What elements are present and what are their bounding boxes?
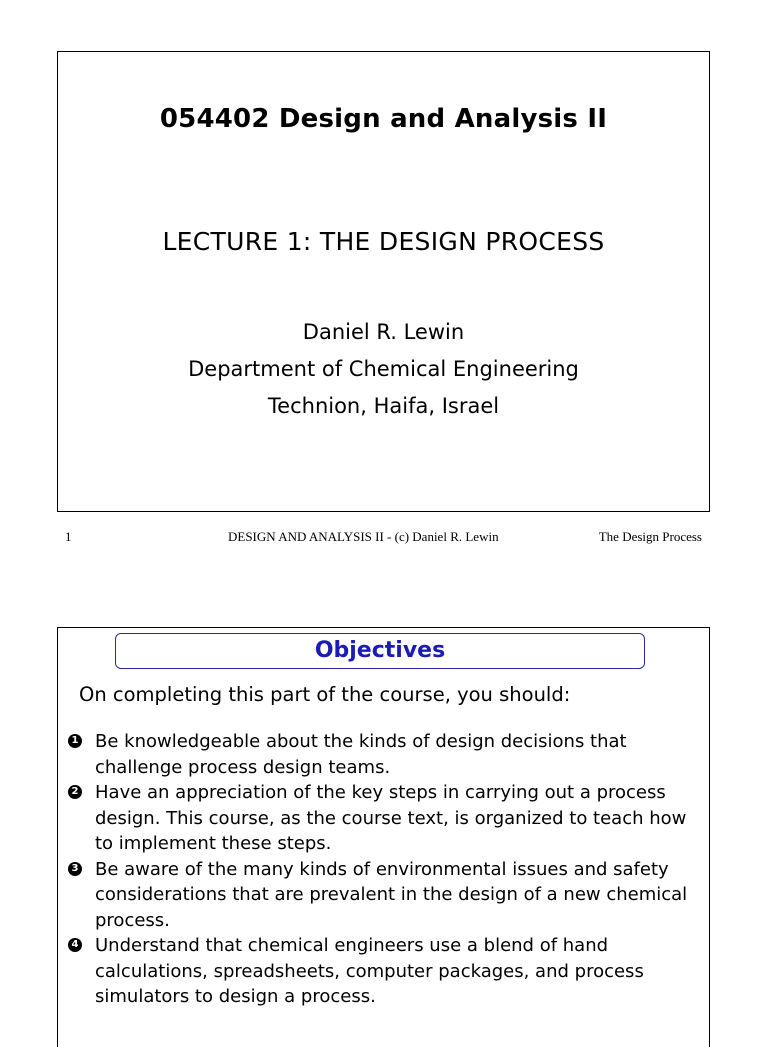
institution-name: Technion, Haifa, Israel [267,394,500,418]
list-item [58,933,698,1010]
number-three-icon: 3 [68,862,82,876]
objectives-intro: On completing this part of the course, you should: [79,683,571,706]
lecture-title: LECTURE 1: THE DESIGN PROCESS [162,227,605,256]
objectives-slide [57,627,710,1047]
slide-footer [57,529,710,549]
objective-text: Be knowledgeable about the kinds of design decisions that challenge process design teams. [95,731,627,778]
page-number: 1 [65,529,72,544]
objectives-banner: Objectives [115,633,645,669]
objective-text: Have an appreciation of the key steps in carrying out a process design. This course, as the course text, is organized to teach how to implement these steps. [95,782,687,854]
list-item [58,857,698,934]
number-four-icon: 4 [68,938,82,952]
course-title: 054402 Design and Analysis II [159,104,608,134]
list-item [58,729,698,780]
author-block [58,314,709,425]
list-item [58,780,698,857]
number-two-icon: 2 [68,785,82,799]
objective-text: Understand that chemical engineers use a blend of hand calculations, spreadsheets, computer packages, and process simulators to design a process. [95,935,644,1007]
objective-text: Be aware of the many kinds of environmental issues and safety considerations that are prevalent in the design of a new chemical process. [95,858,688,931]
author-name: Daniel R. Lewin [302,320,465,344]
footer-topic: The Design Process [598,529,702,544]
title-slide [57,51,710,512]
number-one-icon: 1 [68,734,82,748]
department-name: Department of Chemical Engineering [188,357,579,381]
objectives-list [58,729,698,1010]
footer-course-credit: DESIGN AND ANALYSIS II - (c) Daniel R. Lewin [228,529,499,544]
